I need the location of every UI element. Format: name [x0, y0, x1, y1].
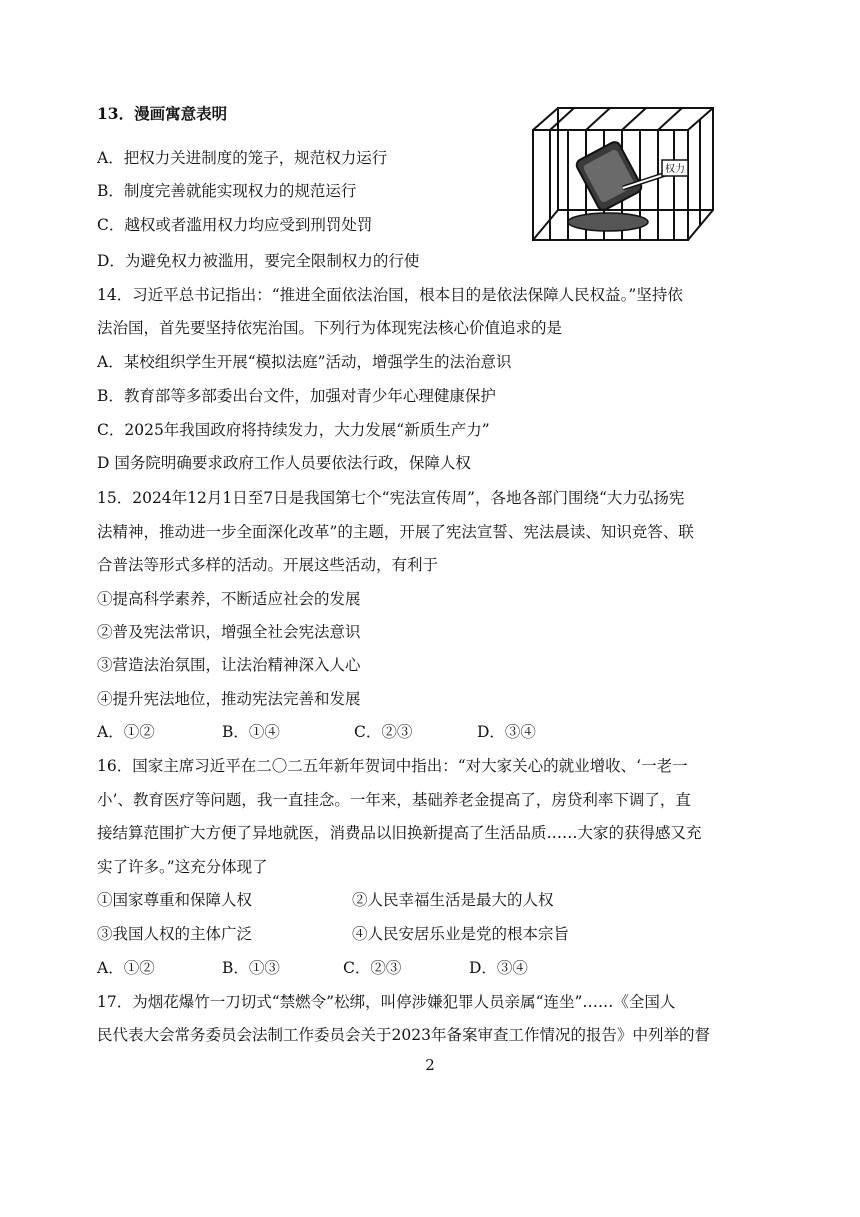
q16-answer-row [97, 957, 777, 979]
q15-answer-b: B．①④ [222, 723, 280, 741]
q15-stem-line3: 合普法等形式多样的活动。开展这些活动，有利于 [97, 556, 439, 574]
q14-option-a: A．某校组织学生开展“模拟法庭”活动，增强学生的法治意识 [97, 353, 512, 371]
q15-stem-line1: 15．2024年12月1日至7日是我国第七个“宪法宣传周”，各地各部门围绕“大力弘扬宪 [97, 489, 685, 507]
q14-option-b: B．教育部等多部委出台文件，加强对青少年心理健康保护 [97, 387, 496, 405]
q16-answer-b: B．①③ [222, 959, 280, 977]
q16-item-1: ①国家尊重和保障人权 [97, 891, 253, 909]
q16-answer-c: C．②③ [343, 959, 402, 977]
q16-items-row2 [97, 923, 777, 945]
page-number: 2 [425, 1056, 435, 1074]
q15-item-3: ③营造法治氛围，让法治精神深入人心 [97, 656, 361, 674]
q16-items-row1 [97, 889, 777, 911]
q14-stem-line1: 14．习近平总书记指出：“推进全面依法治国，根本目的是依法保障人民权益。”坚持依 [97, 286, 683, 304]
cartoon-label: 权力 [665, 164, 685, 175]
q16-answer-d: D．③④ [469, 959, 528, 977]
q17-stem-line1: 17．为烟花爆竹一刀切式“禁燃令”松绑，叫停涉嫌犯罪人员亲属“连坐”……《全国人 [97, 993, 676, 1011]
q15-answer-a: A．①② [97, 723, 155, 741]
q14-option-c: C．2025年我国政府将持续发力，大力发展“新质生产力” [97, 421, 490, 439]
q16-stem-line3: 接结算范围扩大方便了异地就医，消费品以旧换新提高了生活品质……大家的获得感又充 [97, 824, 702, 842]
q13-option-d: D．为避免权力被滥用，要完全限制权力的行使 [97, 252, 420, 270]
q15-stem-line2: 法精神，推动进一步全面深化改革”的主题，开展了宪法宣誓、宪法晨读、知识竞答、联 [97, 523, 694, 541]
q15-item-1: ①提高科学素养，不断适应社会的发展 [97, 590, 361, 608]
q16-item-2: ②人民幸福生活是最大的人权 [352, 891, 554, 909]
q13-option-b: B．制度完善就能实现权力的规范运行 [97, 182, 357, 200]
q14-option-d: D 国务院明确要求政府工作人员要依法行政，保障人权 [97, 454, 471, 472]
q15-item-4: ④提升宪法地位，推动宪法完善和发展 [97, 690, 361, 708]
q13-stem: 13．漫画寓意表明 [97, 104, 228, 123]
q15-answer-d: D．③④ [477, 723, 536, 741]
q16-stem-line4: 实了许多。”这充分体现了 [97, 858, 268, 876]
q16-item-3: ③我国人权的主体广泛 [97, 925, 253, 943]
q16-item-4: ④人民安居乐业是党的根本宗旨 [352, 925, 570, 943]
power-cage-cartoon [528, 100, 718, 248]
q13-option-a: A．把权力关进制度的笼子，规范权力运行 [97, 149, 388, 167]
q13-option-c: C．越权或者滥用权力均应受到刑罚处罚 [97, 216, 373, 234]
q16-stem-line1: 16．国家主席习近平在二〇二五年新年贺词中指出：“对大家关心的就业增收、‘一老一 [97, 757, 688, 775]
q16-stem-line2: 小’、教育医疗等问题，我一直挂念。一年来，基础养老金提高了，房贷利率下调了，直 [97, 791, 691, 809]
q15-answer-c: C．②③ [354, 723, 413, 741]
q16-answer-a: A．①② [97, 959, 155, 977]
q15-answer-row [97, 721, 777, 743]
q17-stem-line2: 民代表大会常务委员会法制工作委员会关于2023年备案审查工作情况的报告》中列举的督 [97, 1026, 710, 1044]
q14-stem-line2: 法治国，首先要坚持依宪治国。下列行为体现宪法核心价值追求的是 [97, 319, 563, 337]
q15-item-2: ②普及宪法常识，增强全社会宪法意识 [97, 623, 361, 641]
